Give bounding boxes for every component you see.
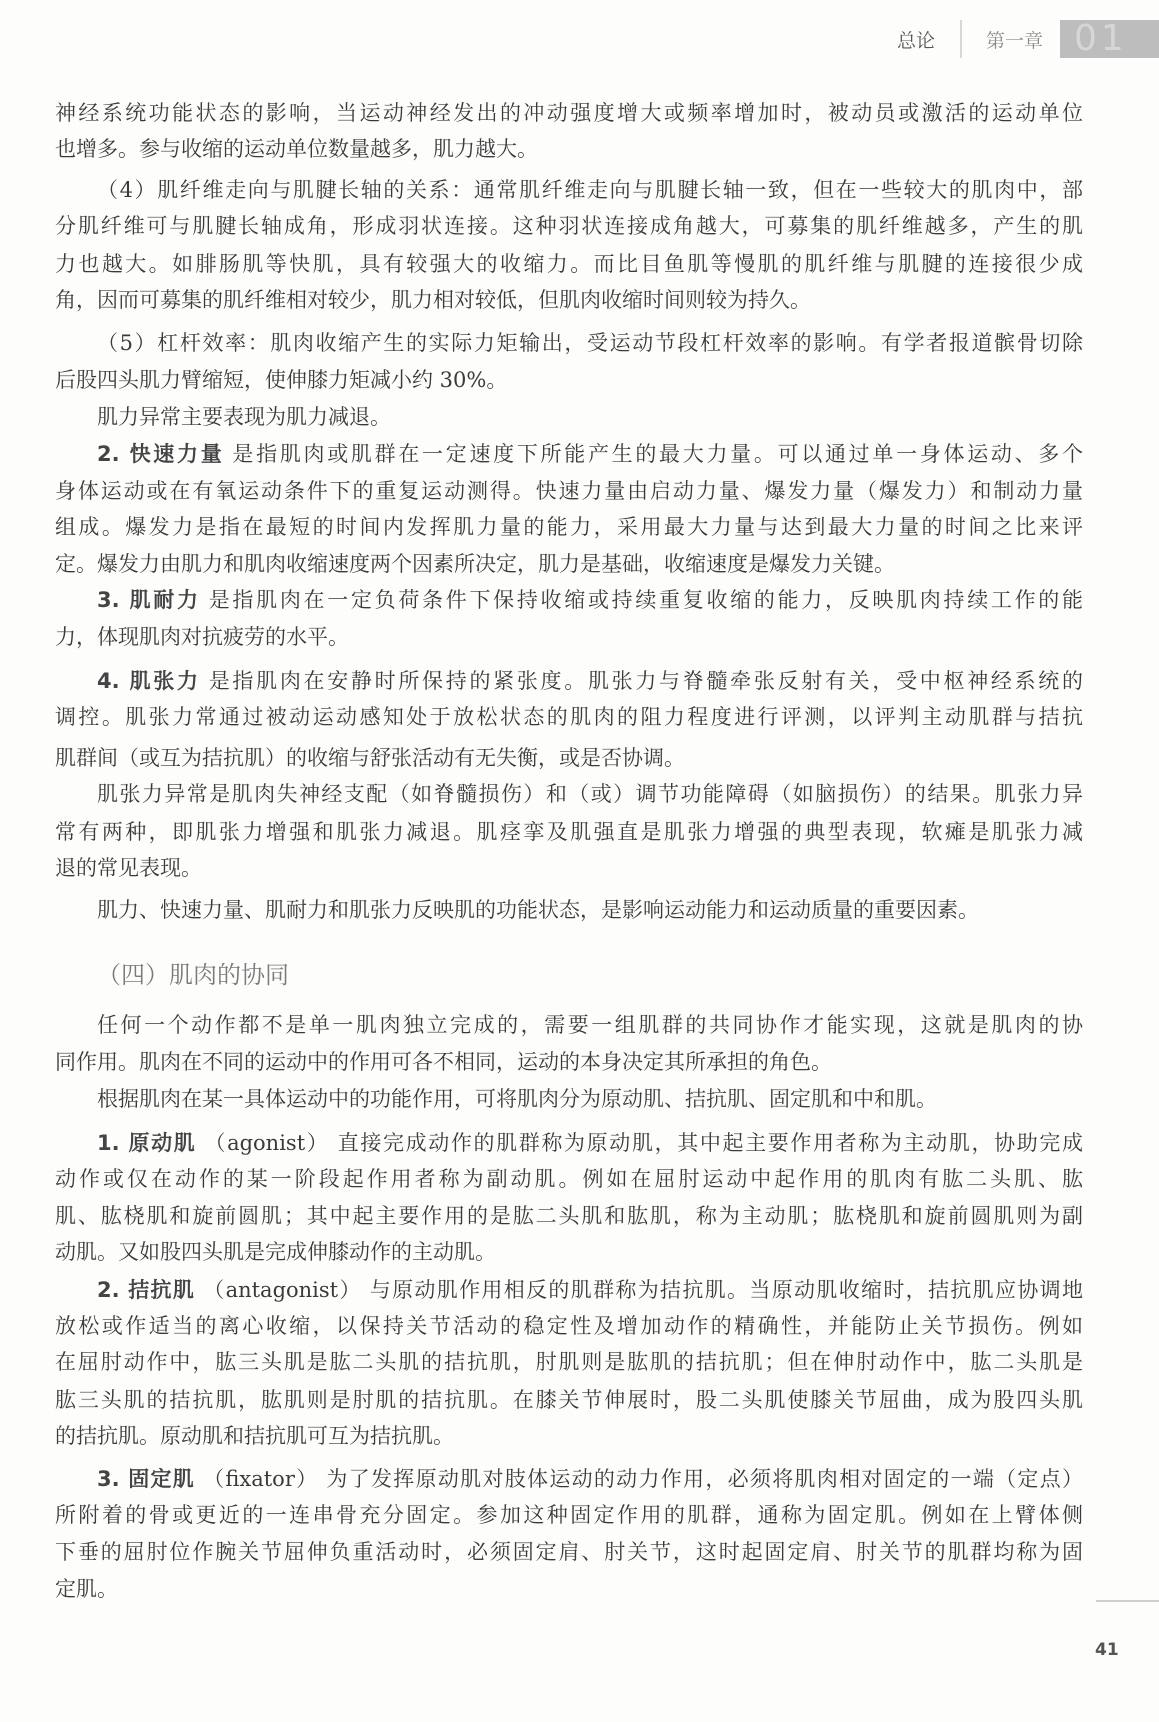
line-text: 定肌。 xyxy=(55,1577,118,1601)
text-line xyxy=(55,1569,1083,1609)
header-chapter: 第一章 xyxy=(986,30,1044,52)
line-text: 分肌纤维可与肌腱长轴成角，形成羽状连接。这种羽状连接成角越大，可募集的肌纤维越多，产生的肌 xyxy=(55,214,1083,238)
text-line xyxy=(55,848,1083,888)
text-line xyxy=(97,1270,1083,1310)
header-section-title: 总论 xyxy=(897,30,936,52)
line-text: （fixator） 为了发挥原动肌对肢体运动的动力作用，必须将肌肉相对固定的一端（定点） xyxy=(203,1467,1083,1491)
line-text: 在屈肘动作中，肱三头肌是肱二头肌的拮抗肌，肘肌则是肱肌的拮抗肌；但在伸肘动作中，肱二头肌是 xyxy=(55,1350,1083,1374)
line-text: 动作或仅在动作的某一阶段起作用者称为副动肌。例如在屈肘运动中起作用的肌肉有肱二头肌、肱 xyxy=(55,1167,1083,1191)
text-line xyxy=(55,697,1083,737)
text-line xyxy=(55,1159,1083,1199)
text-line xyxy=(97,1079,1083,1119)
line-text: 力，体现肌肉对抗疲劳的水平。 xyxy=(55,625,349,649)
text-line xyxy=(55,617,1083,657)
footer-rule xyxy=(1096,1600,1159,1602)
section-heading: （四）肌肉的协同 xyxy=(97,961,289,989)
line-text: 是指肌肉或肌群在一定速度下所能产生的最大力量。可以通过单一身体运动、多个 xyxy=(232,442,1084,466)
text-line xyxy=(97,774,1083,814)
text-line xyxy=(55,507,1083,547)
text-line xyxy=(97,170,1083,210)
text-line xyxy=(55,1306,1083,1346)
line-text: （agonist） 直接完成动作的肌群称为原动肌，其中起主要作用者称为主动肌，协助完成 xyxy=(204,1131,1083,1155)
line-text: 肱三头肌的拮抗肌，肱肌则是肘肌的拮抗肌。在膝关节伸展时，股二头肌使膝关节屈曲，成为股四头肌 xyxy=(55,1388,1083,1412)
item-lead-term: 2. 快速力量 xyxy=(97,442,225,466)
text-line xyxy=(97,1005,1083,1045)
text-line xyxy=(97,890,1083,930)
item-lead-term: 3. 肌耐力 xyxy=(97,588,201,612)
text-line xyxy=(55,1196,1083,1236)
item-lead-term: 2. 拮抗肌 xyxy=(97,1278,196,1302)
text-line xyxy=(55,812,1083,852)
text-line xyxy=(97,1459,1083,1499)
line-text: 退的常见表现。 xyxy=(55,856,202,880)
line-text: 是指肌肉在一定负荷条件下保持收缩或持续重复收缩的能力，反映肌肉持续工作的能 xyxy=(208,588,1083,612)
text-line xyxy=(55,1232,1083,1272)
line-text: 组成。爆发力是指在最短的时间内发挥肌力量的能力，采用最大力量与达到最大力量的时间之比来评 xyxy=(55,515,1083,539)
line-text: 定。爆发力由肌力和肌肉收缩速度两个因素所决定，肌力是基础，收缩速度是爆发力关键。 xyxy=(55,552,895,576)
line-text: 同作用。肌肉在不同的运动中的作用可各不相同，运动的本身决定其所承担的角色。 xyxy=(55,1050,832,1074)
text-line xyxy=(97,1123,1083,1163)
text-line xyxy=(55,738,1083,778)
text-line xyxy=(55,1380,1083,1420)
text-line xyxy=(97,661,1083,701)
line-text: 后股四头肌力臂缩短，使伸膝力矩减小约 30%。 xyxy=(55,368,508,392)
chapter-number-tab: 01 xyxy=(1060,20,1159,58)
line-text: 调控。肌张力常通过被动运动感知处于放松状态的肌肉的阻力程度进行评测，以评判主动肌群与拮抗 xyxy=(55,705,1083,729)
text-line xyxy=(55,1416,1083,1456)
text-line xyxy=(55,1495,1083,1535)
line-text: 所附着的骨或更近的一连串骨充分固定。参加这种固定作用的肌群，通称为固定肌。例如在上臂体侧 xyxy=(55,1503,1083,1527)
line-text: 下垂的屈肘位作腕关节屈伸负重活动时，必须固定肩、肘关节，这时起固定肩、肘关节的肌群均称为固 xyxy=(55,1540,1083,1564)
text-line xyxy=(55,471,1083,511)
text-line xyxy=(97,434,1083,474)
line-text: 角，因而可募集的肌纤维相对较少，肌力相对较低，但肌肉收缩时间则较为持久。 xyxy=(55,288,811,312)
line-text: 的拮抗肌。原动肌和拮抗肌可互为拮抗肌。 xyxy=(55,1424,454,1448)
line-text: （antagonist） 与原动肌作用相反的肌群称为拮抗肌。当原动肌收缩时，拮抗肌应协调地 xyxy=(203,1278,1083,1302)
text-line xyxy=(55,1342,1083,1382)
line-text: （5）杠杆效率：肌肉收缩产生的实际力矩输出，受运动节段杠杆效率的影响。有学者报道髌骨切除 xyxy=(97,331,1083,355)
line-text: 动肌。又如股四头肌是完成伸膝动作的主动肌。 xyxy=(55,1240,496,1264)
text-line xyxy=(55,280,1083,320)
text-line xyxy=(55,206,1083,246)
text-line xyxy=(55,360,1083,400)
item-lead-term: 1. 原动肌 xyxy=(97,1131,197,1155)
line-text: （4）肌纤维走向与肌腱长轴的关系：通常肌纤维走向与肌腱长轴一致，但在一些较大的肌肉中，部 xyxy=(97,178,1083,202)
line-text: 放松或作适当的离心收缩，以保持关节活动的稳定性及增加动作的精确性，并能防止关节损伤。例如 xyxy=(55,1314,1083,1338)
text-line xyxy=(97,397,1083,437)
text-line xyxy=(55,544,1083,584)
line-text: 是指肌肉在安静时所保持的紧张度。肌张力与脊髓牵张反射有关，受中枢神经系统的 xyxy=(208,669,1083,693)
item-lead-term: 4. 肌张力 xyxy=(97,669,201,693)
text-line xyxy=(55,93,1083,133)
page-number: 41 xyxy=(1095,1640,1119,1660)
line-text: 也增多。参与收缩的运动单位数量越多，肌力越大。 xyxy=(55,137,538,161)
line-text: 常有两种，即肌张力增强和肌张力减退。肌痉挛及肌强直是肌张力增强的典型表现，软瘫是肌张力减 xyxy=(55,820,1083,844)
line-text: 肌张力异常是肌肉失神经支配（如脊髓损伤）和（或）调节功能障碍（如脑损伤）的结果。肌张力异 xyxy=(97,782,1083,806)
text-line xyxy=(55,1042,1083,1082)
item-lead-term: 3. 固定肌 xyxy=(97,1467,196,1491)
line-text: 肌力异常主要表现为肌力减退。 xyxy=(97,405,391,429)
text-line xyxy=(55,1532,1083,1572)
line-text: 肌、肱桡肌和旋前圆肌；其中起主要作用的是肱二头肌和肱肌，称为主动肌；肱桡肌和旋前圆肌则为副 xyxy=(55,1204,1083,1228)
text-line xyxy=(55,244,1083,284)
header-divider xyxy=(960,20,962,58)
line-text: 肌力、快速力量、肌耐力和肌张力反映肌的功能状态，是影响运动能力和运动质量的重要因素。 xyxy=(97,898,979,922)
line-text: 力也越大。如腓肠肌等快肌，具有较强大的收缩力。而比目鱼肌等慢肌的肌纤维与肌腱的连接很少成 xyxy=(55,252,1083,276)
line-text: 肌群间（或互为拮抗肌）的收缩与舒张活动有无失衡，或是否协调。 xyxy=(55,746,685,770)
text-line xyxy=(97,580,1083,620)
line-text: 根据肌肉在某一具体运动中的功能作用，可将肌肉分为原动肌、拮抗肌、固定肌和中和肌。 xyxy=(97,1087,937,1111)
line-text: 神经系统功能状态的影响，当运动神经发出的冲动强度增大或频率增加时，被动员或激活的运动单位 xyxy=(55,101,1083,125)
line-text: 任何一个动作都不是单一肌肉独立完成的，需要一组肌群的共同协作才能实现，这就是肌肉的协 xyxy=(97,1013,1083,1037)
text-line xyxy=(97,323,1083,363)
line-text: 身体运动或在有氧运动条件下的重复运动测得。快速力量由启动力量、爆发力量（爆发力）和制动力量 xyxy=(55,479,1083,503)
text-line xyxy=(55,129,1083,169)
